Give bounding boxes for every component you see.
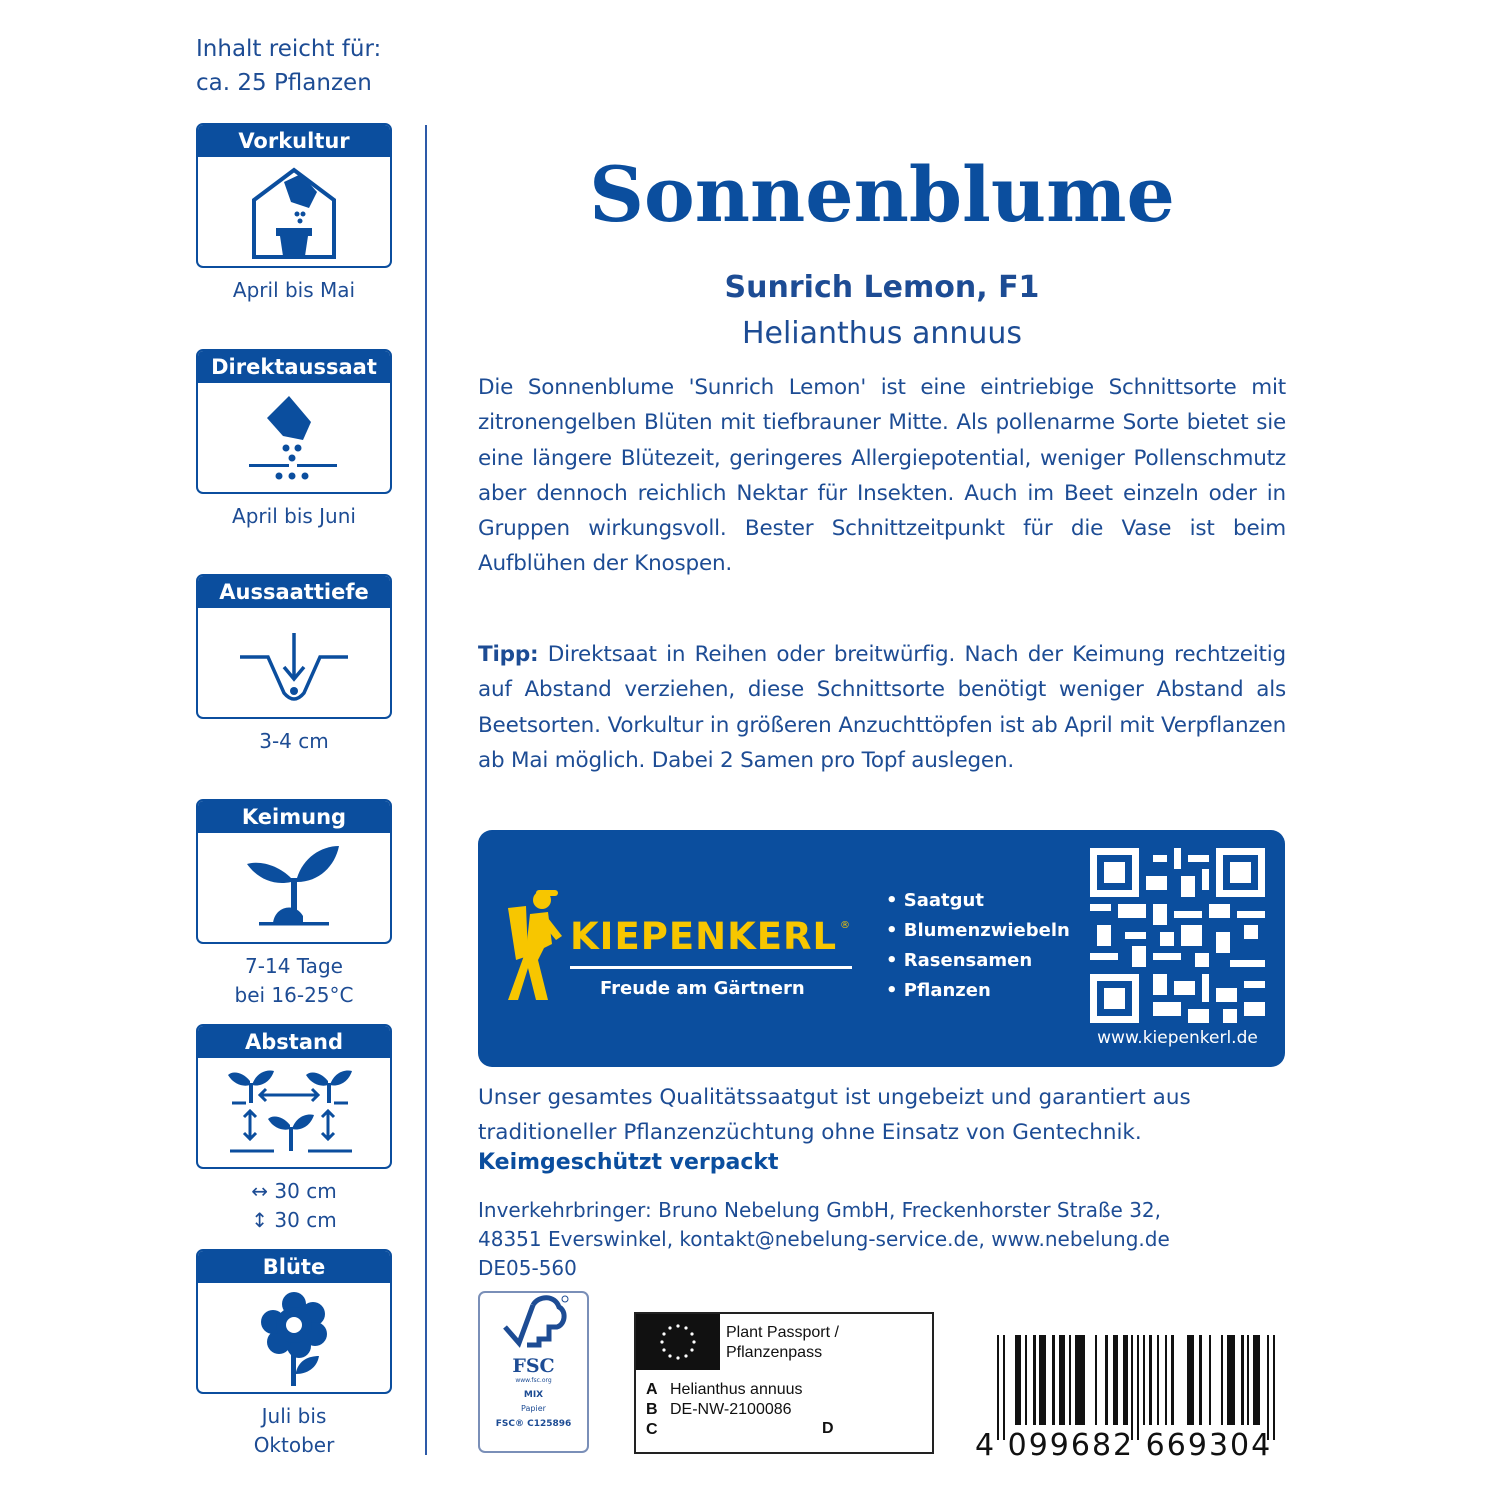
category-item: • Rasensamen <box>886 946 1070 976</box>
fsc-word: FSC <box>512 1355 555 1377</box>
fsc-url: www.fsc.org <box>515 1377 552 1384</box>
tile-caption <box>196 1177 392 1235</box>
passport-rows <box>646 1380 803 1440</box>
sowing-depth-icon <box>198 608 390 717</box>
caption-line: Oktober <box>253 1433 335 1457</box>
plant-passport <box>634 1312 934 1454</box>
brand-name: KIEPENKERL <box>570 915 838 958</box>
product-title: Sonnenblume <box>589 150 1175 239</box>
product-category-list <box>886 886 1070 1006</box>
tile-caption <box>196 952 392 1010</box>
hiker-logo-icon <box>508 888 568 1004</box>
tile-title: Abstand <box>198 1026 390 1058</box>
brand-panel <box>478 830 1285 1067</box>
caption-line: ↕ 30 cm <box>251 1208 337 1232</box>
passport-title-line: Plant Passport / <box>726 1324 839 1341</box>
brand-slogan: Freude am Gärtnern <box>600 978 805 999</box>
tile-caption <box>196 1402 392 1460</box>
tile-title: Direktaussaat <box>198 351 390 383</box>
product-description: Die Sonnenblume 'Sunrich Lemon' ist eine eintriebige Schnittsorte mit zitronengelben Blüten mit tiefbrauner Mitte. Als pollenarme Sorte bietet sie eine längere Blütezeit, geringeres Allergiepotential, weniger Pollenschmutz aber dennoch reichlich Nektar für Insekten. Auch im Beet einzeln oder in Gruppen wirkungsvoll. Bester Schnittzeitpunkt für die Vase ist beim Aufblühen der Knospen. <box>478 375 1286 577</box>
growing-tip <box>478 637 1286 778</box>
flower-icon <box>198 1283 390 1392</box>
passport-row: C <box>646 1421 658 1438</box>
category-item: • Blumenzwiebeln <box>886 916 1070 946</box>
passport-title-line: Pflanzenpass <box>726 1344 823 1361</box>
registered-mark: ® <box>840 920 850 931</box>
tile-title: Aussaattiefe <box>198 576 390 608</box>
info-tile-spacing <box>196 1024 392 1235</box>
variety-name: Sunrich Lemon, F1 <box>724 270 1040 305</box>
caption-line: bei 16-25°C <box>234 983 354 1007</box>
fsc-tree-icon <box>499 1293 569 1351</box>
tile-caption: April bis Juni <box>232 504 356 528</box>
passport-title <box>726 1323 839 1363</box>
tile-title: Vorkultur <box>198 125 390 157</box>
vertical-divider <box>425 125 427 1455</box>
direct-sowing-icon <box>198 383 390 492</box>
caption-line: 7-14 Tage <box>245 954 343 978</box>
info-tile-bloom <box>196 1249 392 1460</box>
tip-label: Tipp: <box>478 642 539 667</box>
content-quantity-note <box>196 32 381 100</box>
fsc-mix: MIX <box>523 1390 544 1400</box>
category-item: • Pflanzen <box>886 976 1070 1006</box>
seedling-icon <box>198 833 390 942</box>
fsc-label <box>478 1291 589 1453</box>
passport-row: B DE-NW-2100086 <box>646 1401 792 1418</box>
content-note-line-2: ca. 25 Pflanzen <box>196 70 372 96</box>
passport-row: A Helianthus annuus <box>646 1381 803 1398</box>
info-tile-pre-culture <box>196 123 392 305</box>
caption-line: ↔ 30 cm <box>251 1179 337 1203</box>
address-line: DE05-560 <box>478 1256 577 1280</box>
address-line: Inverkehrbringer: Bruno Nebelung GmbH, Freckenhorster Straße 32, <box>478 1198 1162 1222</box>
tip-text: Direktsaat in Reihen oder breitwürfig. Nach der Keimung rechtzeitig auf Abstand verziehen, diese Schnittsorte benötigt weniger Abstand als Beetsorten. Vorkultur in größeren Anzuchttöpfen ist ab April mit Verpflanzen ab Mai möglich. Dabei 2 Samen pro Topf auslegen. <box>478 642 1286 773</box>
packaging-note: Keimgeschützt verpackt <box>478 1150 779 1175</box>
info-tile-sowing-depth <box>196 574 392 756</box>
fsc-code: FSC® C125896 <box>495 1419 572 1429</box>
greenhouse-sowing-icon <box>198 157 390 266</box>
address-line: 48351 Everswinkel, kontakt@nebelung-service.de, www.nebelung.de <box>478 1227 1170 1251</box>
info-tile-germination <box>196 799 392 1010</box>
passport-d-label: D <box>822 1420 834 1437</box>
tile-caption: April bis Mai <box>232 278 356 302</box>
logo-underline <box>570 966 852 969</box>
distributor-address <box>478 1196 1288 1283</box>
fsc-paper: Papier <box>521 1404 546 1413</box>
eu-flag-icon <box>636 1314 720 1370</box>
barcode-number: 4 099682 669304 <box>975 1428 1273 1463</box>
category-item: • Saatgut <box>886 886 1070 916</box>
content-note-line-1: Inhalt reicht für: <box>196 36 382 62</box>
plant-spacing-icon <box>198 1058 390 1167</box>
brand-url[interactable]: www.kiepenkerl.de <box>1097 1028 1258 1048</box>
caption-line: Juli bis <box>261 1404 327 1428</box>
tile-title: Blüte <box>198 1251 390 1283</box>
qr-code-icon[interactable] <box>1090 848 1265 1023</box>
tile-caption: 3-4 cm <box>259 729 329 753</box>
info-tile-direct-sowing <box>196 349 392 531</box>
tile-title: Keimung <box>198 801 390 833</box>
latin-name: Helianthus annuus <box>741 316 1023 351</box>
quality-statement: Unser gesamtes Qualitätssaatgut ist ungebeizt und garantiert aus traditioneller Pflanzenzüchtung ohne Einsatz von Gentechnik. <box>478 1085 1191 1145</box>
